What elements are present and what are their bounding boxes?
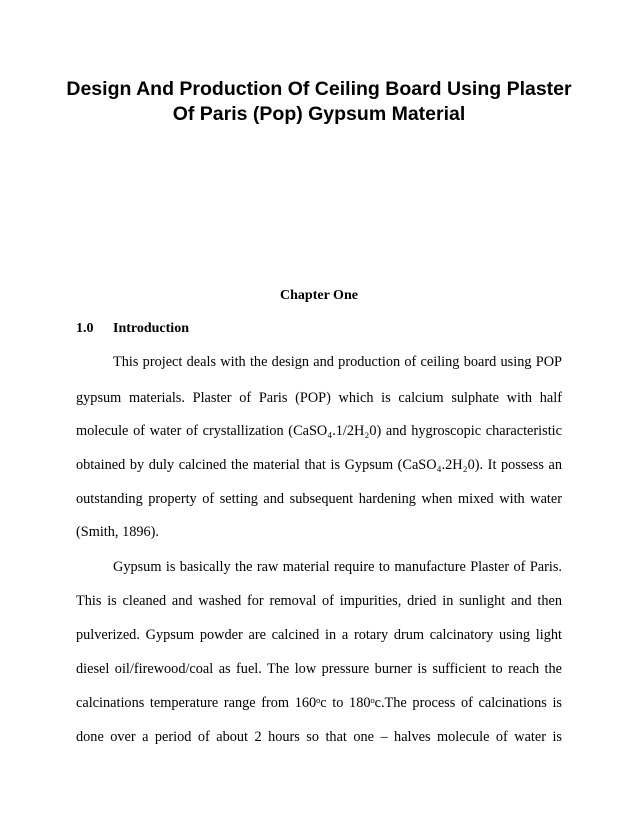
- paragraph-2-line-2: This is cleaned and washed for removal of impurities, dried in sunlight and then: [76, 593, 562, 609]
- document-title: Design And Production Of Ceiling Board Using Plaster Of Paris (Pop) Gypsum Material: [66, 78, 572, 125]
- paragraph-1-line-1: This project deals with the design and production of ceiling board using POP: [113, 354, 562, 370]
- paragraph-2-line-5: calcinations temperature range from 160ᵒc to 180ᵒc.The process of calcinations is: [76, 695, 562, 711]
- paragraph-2-line-1: Gypsum is basically the raw material require to manufacture Plaster of Paris.: [113, 559, 562, 575]
- paragraph-1-line-3: molecule of water of crystallization (CaSO₄.1/2H₂0) and hygroscopic characteristic: [76, 423, 562, 439]
- section-heading: [76, 319, 189, 339]
- paragraph-2-line-4: diesel oil/firewood/coal as fuel. The low pressure burner is sufficient to reach the: [76, 661, 562, 677]
- paragraph-1-line-2: gypsum materials. Plaster of Paris (POP) which is calcium sulphate with half: [76, 390, 562, 406]
- paragraph-2-line-3: pulverized. Gypsum powder are calcined in a rotary drum calcinatory using light: [76, 627, 562, 643]
- paragraph-2-line-6: done over a period of about 2 hours so that one – halves molecule of water is: [76, 729, 562, 745]
- section-title: Introduction: [113, 321, 189, 336]
- chapter-heading: Chapter One: [280, 288, 358, 303]
- section-number: 1.0: [76, 321, 94, 336]
- paragraph-1-line-6: (Smith, 1896).: [76, 524, 160, 540]
- paragraph-1-line-5: outstanding property of setting and subsequent hardening when mixed with water: [76, 491, 562, 507]
- paragraph-1-line-4: obtained by duly calcined the material that is Gypsum (CaSO₄.2H₂0). It possess an: [76, 457, 562, 473]
